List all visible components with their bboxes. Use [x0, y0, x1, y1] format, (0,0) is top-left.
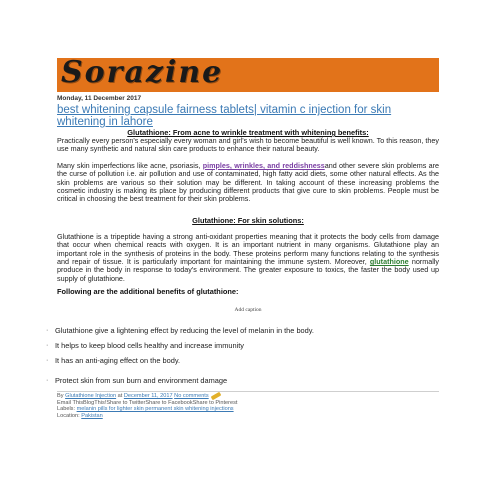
location-link[interactable]: Pakistan [81, 413, 103, 420]
benefits-list [46, 326, 439, 386]
list-item-text: Protect skin from sun burn and environment damage [55, 376, 228, 386]
post-date: Monday, 11 December 2017 [57, 95, 142, 102]
bullet-icon: · [46, 327, 49, 335]
bullet-icon: · [46, 357, 49, 365]
label-link[interactable]: melanin pills for lighter skin permanent skin whitening injections [76, 406, 234, 413]
share-links[interactable]: Email ThisBlogThis!Share to TwitterShare to FacebookShare to Pinterest [57, 399, 238, 406]
list-item [46, 341, 439, 350]
post-location [57, 413, 439, 420]
bullet-icon: · [46, 342, 49, 350]
post-footer [57, 391, 439, 419]
labels-prefix: Labels: [57, 406, 77, 413]
glutathione-link[interactable]: glutathione [369, 257, 409, 267]
list-item-text: Glutathione give a lightening effect by reducing the level of melanin in the body. [55, 326, 314, 336]
list-item-text: It helps to keep blood cells healthy and increase immunity [55, 341, 244, 351]
image-caption: Add caption [234, 307, 262, 314]
paragraph-text: Many skin imperfections like acne, psoriasis, [57, 160, 203, 170]
list-item-text: It has an anti-aging effect on the body. [55, 356, 181, 366]
pimples-link[interactable]: pimples, wrinkles, and reddishness [202, 160, 325, 170]
section-heading-treatment: Glutathione: From acne to wrinkle treatment with whitening benefits: [127, 128, 369, 137]
post-title-link[interactable]: best whitening capsule fairness tablets| vitamin c injection for skin whitening in lahore [57, 104, 392, 128]
blog-page [46, 58, 439, 420]
post-labels [57, 406, 439, 413]
intro-paragraph: Practically every person's especially every woman and girl's wish to become beautiful is well known. To this reason, they use many synthetic and natural skin care products to enhance their natural beauty. [57, 136, 439, 154]
list-item [46, 376, 439, 385]
blog-title[interactable]: Sorazine [61, 58, 224, 90]
list-item [46, 326, 439, 335]
author-link[interactable]: Glutathione Injection [65, 393, 117, 400]
timestamp-link[interactable]: December 11, 2017 [123, 393, 173, 400]
byline-prefix: By [57, 393, 66, 400]
paragraph-text: and other severe skin problems are the curse of pollution i.e. air pollution and use of contaminated, high fatty acid diets, some other natural effects. As the skin problems are various so their solution may be different. In taking account of these increasing problems the cosmetic industry is making its place by producing different products that give cure to skin problems. People must be critical in choosing the best treatment for their skin problems. [57, 160, 439, 204]
paragraph-text: normally produce in the body in response to today's environment. The greater exposure to toxics, the faster the body used up supply of glutathione. [57, 257, 439, 283]
edit-pencil-icon[interactable] [210, 392, 221, 400]
location-prefix: Location: [57, 413, 82, 420]
section-heading-benefits: Following are the additional benefits of glutathione: [57, 287, 239, 297]
comments-link[interactable]: No comments [174, 393, 209, 400]
list-item [46, 356, 439, 365]
section-heading-solutions: Glutathione: For skin solutions: [192, 215, 304, 225]
bullet-icon: · [46, 377, 49, 385]
paragraph-text: Glutathione is a tripeptide having a strong anti-oxidant properties meaning that it protects the body cells from damage that occur when chemical reacts with oxygen. It is an important nutrient in many organisms. Glutathione play an important role in the synthesis of proteins in the body. These proteins perform many functions relating to the synthesis and repair of tissue. It is particularly important for maintaining the immune system. Moreover, [57, 231, 439, 267]
glutathione-paragraph [57, 233, 439, 283]
post-byline [57, 393, 439, 400]
byline-at: at [116, 393, 124, 400]
blog-header-banner[interactable] [57, 58, 439, 92]
skin-problems-paragraph [57, 162, 439, 204]
